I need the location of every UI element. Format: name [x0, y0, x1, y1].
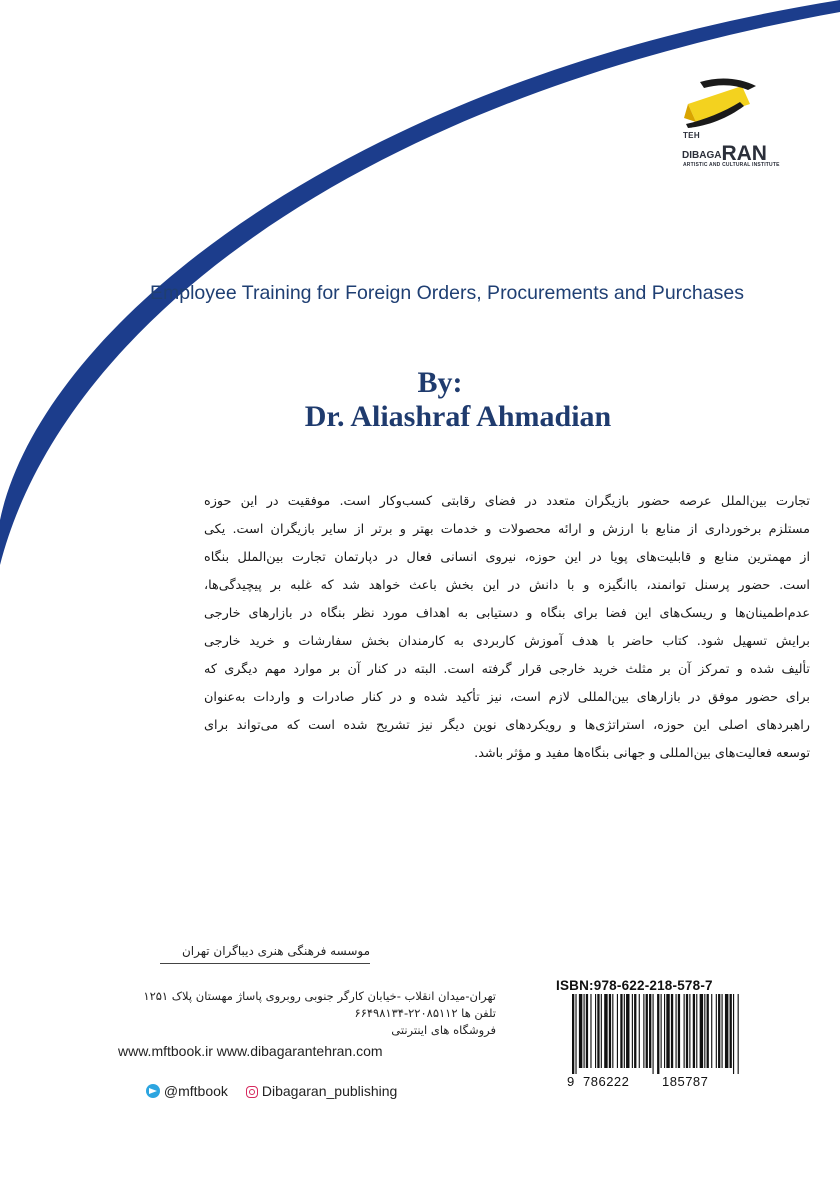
barcode-bar	[649, 994, 651, 1068]
barcode-bar	[620, 994, 622, 1068]
barcode-bar	[609, 994, 611, 1068]
website-links: www.mftbook.ir www.dibagarantehran.com	[118, 1043, 383, 1059]
barcode-bar	[646, 994, 648, 1068]
barcode-bar	[575, 994, 576, 1074]
barcode-bar	[718, 994, 720, 1068]
description-line: راهبردهای اصلی این حوزه، استراتژی‌ها و رویکردهای نوین دیگر نیز تشریح شده است که می‌تواند برای	[204, 718, 810, 733]
barcode-bar	[704, 994, 705, 1068]
social-links	[146, 1080, 446, 1102]
barcode-bar	[696, 994, 697, 1068]
instagram-link	[246, 1080, 397, 1102]
barcode-bar	[686, 994, 688, 1068]
barcode-bar	[639, 994, 640, 1068]
barcode-bar	[572, 994, 574, 1074]
barcode-bar	[617, 994, 618, 1068]
barcode-bar	[733, 994, 734, 1074]
barcode-bar	[632, 994, 633, 1068]
publisher-logo	[680, 72, 780, 168]
barcode-bar	[716, 994, 717, 1068]
barcode-bar	[634, 994, 636, 1068]
barcode-bar	[586, 994, 588, 1068]
barcode-bar	[738, 994, 739, 1074]
description-line: تجارت بین‌الملل عرصه حضور بازیگران متعدد در فضای رقابتی کسب‌وکار است. موفقیت در این حوزه	[204, 494, 810, 509]
barcode-bar	[624, 994, 625, 1068]
barcode-bar	[666, 994, 669, 1068]
isbn-label: ISBN:978-622-218-578-7	[556, 978, 713, 993]
publisher-contact	[60, 988, 496, 1039]
barcode-bar	[661, 994, 662, 1068]
barcode-bar	[689, 994, 690, 1068]
barcode-bar	[671, 994, 673, 1068]
telegram-handle: @mftbook	[163, 1083, 228, 1099]
publisher-phone: تلفن ها ۲۲۰۸۵۱۱۲-۶۶۴۹۸۱۳۴	[354, 1006, 496, 1020]
barcode-bar	[584, 994, 585, 1068]
barcode-bar	[693, 994, 695, 1068]
description-line: عدم‌اطمینان‌ها و ریسک‌های این فضا برای بنگاه و دستیابی به اهداف مورد نظر بنگاه در بازارهای خارجی	[204, 606, 810, 621]
logo-wordmark	[682, 140, 767, 164]
instagram-icon	[246, 1086, 258, 1098]
logo-top-word: TEH	[683, 131, 700, 140]
description-line: برای حضور موفق در بازارهای بین‌المللی لازم است، نیز تأکید شده و در کنار صادرات و واردات به‌عنوان	[204, 690, 810, 705]
barcode-bar	[664, 994, 665, 1068]
logo-subtitle: ARTISTIC AND CULTURAL INSTITUTE	[683, 162, 780, 168]
publisher-address: تهران-میدان انقلاب -خیابان کارگر جنوبی روبروی پاساژ مهستان پلاک ۱۲۵۱	[143, 989, 496, 1003]
barcode-bar	[730, 994, 732, 1068]
author-name: Dr. Aliashraf Ahmadian	[304, 400, 612, 433]
description-line: تألیف شده و تمرکز آن بر مثلث خرید خارجی قرار گرفته است. البته در کنار آن بر موارد مهم دیگری که	[204, 662, 810, 677]
barcode-digits-right: 185787	[662, 1074, 709, 1089]
barcode-bar	[612, 994, 613, 1068]
barcode-bar	[653, 994, 654, 1074]
description-line: توسعه فعالیت‌های بین‌المللی و جهانی بنگاه‌ها مفید و مؤثر باشد.	[474, 746, 810, 761]
online-stores-label: فروشگاه های اینترنتی	[391, 1023, 496, 1037]
publisher-name: موسسه فرهنگی هنری دیباگران تهران	[160, 944, 370, 964]
logo-left-word: DIBAGA	[682, 150, 722, 161]
logo-main-word: RAN	[721, 142, 767, 165]
barcode-bar	[707, 994, 709, 1068]
barcode-bar	[604, 994, 607, 1068]
barcode-bar	[684, 994, 685, 1068]
barcode-bar	[711, 994, 712, 1068]
barcode-lead-digit: 9	[567, 1074, 575, 1089]
barcode-bar	[595, 994, 596, 1068]
barcode-bar	[626, 994, 629, 1068]
barcode-bar	[722, 994, 723, 1068]
barcode-bar	[725, 994, 728, 1068]
barcode-bar	[601, 994, 602, 1068]
barcode-bar	[676, 994, 677, 1068]
barcode-bar	[678, 994, 680, 1068]
barcode-bar	[597, 994, 599, 1068]
instagram-handle: Dibagaran_publishing	[261, 1083, 398, 1099]
description-line: مستلزم برخورداری از منابع با ارزش و ارائه محصولات و خدمات بهتر و برتر از سایر بازیگران است. یکی	[204, 522, 810, 537]
description-line: است. حضور پرسنل توانمند، باانگیزه و با دانش در این بخش باعث خواهد شد که غلبه بر پیچیدگی‌ها،	[204, 578, 810, 593]
logo-pencil-icon	[680, 72, 760, 132]
description-line: از مهمترین منابع و قابلیت‌های پویا در این حوزه، نیروی انسانی فعال در دپارتمان تجارت بین‌الملل بنگاه	[204, 550, 810, 565]
barcode	[568, 994, 742, 1074]
barcode-bar	[579, 994, 582, 1068]
telegram-icon	[146, 1084, 160, 1098]
telegram-link	[146, 1080, 228, 1102]
barcode-digits-left: 786222	[583, 1074, 630, 1089]
book-title: Employee Training for Foreign Orders, Procurements and Purchases	[150, 282, 744, 304]
barcode-bar	[657, 994, 659, 1074]
barcode-bar	[590, 994, 591, 1068]
barcode-bar	[700, 994, 703, 1068]
barcode-bar	[643, 994, 644, 1068]
by-label: By:	[417, 366, 463, 399]
book-description	[204, 488, 810, 768]
description-line: برایش تسهیل شود. کتاب حاضر با هدف آموزش کاربردی به کارمندان بخش سفارشات و خرید خارجی	[204, 634, 810, 649]
